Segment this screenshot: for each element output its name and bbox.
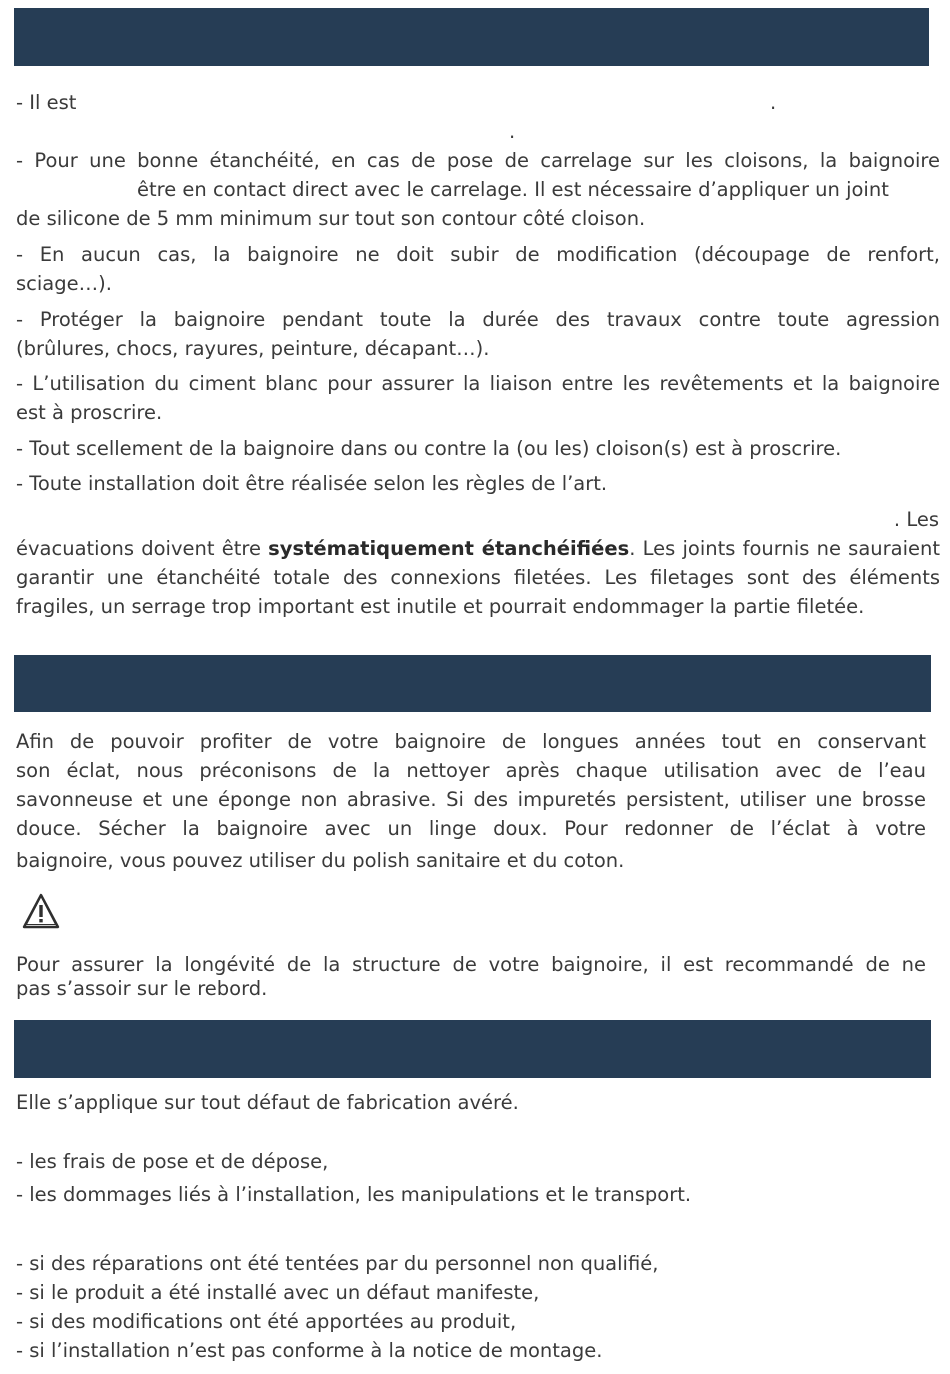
- warranty-intro: Elle s’applique sur tout défaut de fabrication avéré.: [16, 1091, 519, 1114]
- section-header-bar-1: [14, 8, 929, 66]
- paragraph-1-dot: .: [770, 91, 777, 114]
- void-item-1: - si des réparations ont été tentées par du personnel non qualifié,: [16, 1252, 659, 1275]
- paragraph-2-line-1: - Pour une bonne étanchéité, en cas de pose de carrelage sur les cloisons, la baignoire: [16, 149, 940, 172]
- paragraph-8-line-3: garantir une étanchéité totale des connexions filetées. Les filetages sont des éléments: [16, 566, 940, 589]
- void-item-3: - si des modifications ont été apportées au produit,: [16, 1310, 517, 1333]
- paragraph-1-prefix: - Il est: [16, 91, 77, 114]
- exclusion-item-2: - les dommages liés à l’installation, les manipulations et le transport.: [16, 1183, 692, 1206]
- paragraph-8-line-1-end: . Les: [893, 508, 939, 531]
- paragraph-5-line-2: est à proscrire.: [16, 401, 163, 424]
- warning-triangle-icon: [22, 893, 60, 929]
- care-line-3: savonneuse et une éponge non abrasive. Si des impuretés persistent, utiliser une brosse: [16, 788, 926, 811]
- paragraph-7: - Toute installation doit être réalisée selon les règles de l’art.: [16, 472, 608, 495]
- paragraph-4-line-2: (brûlures, chocs, rayures, peinture, décapant…).: [16, 337, 490, 360]
- paragraph-8-text-end: . Les joints fournis ne sauraient: [629, 537, 941, 560]
- warning-line-1: Pour assurer la longévité de la structure de votre baignoire, il est recommandé de ne: [16, 953, 926, 976]
- care-line-4: douce. Sécher la baignoire avec un linge doux. Pour redonner de l’éclat à votre: [16, 817, 926, 840]
- void-item-2: - si le produit a été installé avec un défaut manifeste,: [16, 1281, 540, 1304]
- paragraph-8-emphasis: systématiquement étanchéifiées: [268, 537, 630, 560]
- paragraph-3-line-2: sciage…).: [16, 272, 112, 295]
- paragraph-6: - Tout scellement de la baignoire dans ou contre la (ou les) cloison(s) est à proscrire.: [16, 437, 842, 460]
- paragraph-8-line-4: fragiles, un serrage trop important est inutile et pourrait endommager la partie filetée.: [16, 595, 865, 618]
- paragraph-1-dot-2: .: [509, 120, 516, 143]
- paragraph-8-line-2: [16, 534, 940, 563]
- paragraph-5-line-1: - L’utilisation du ciment blanc pour assurer la liaison entre les revêtements et la baignoire: [16, 372, 940, 395]
- void-item-4: - si l’installation n’est pas conforme à la notice de montage.: [16, 1339, 603, 1362]
- care-line-1: Afin de pouvoir profiter de votre baignoire de longues années tout en conservant: [16, 730, 926, 753]
- section-header-bar-3: [14, 1020, 931, 1078]
- paragraph-2-line-2: être en contact direct avec le carrelage. Il est nécessaire d’appliquer un joint: [137, 178, 889, 201]
- warning-line-2: pas s’assoir sur le rebord.: [16, 977, 268, 1000]
- care-line-5: baignoire, vous pouvez utiliser du polish sanitaire et du coton.: [16, 849, 625, 872]
- exclusion-item-1: - les frais de pose et de dépose,: [16, 1150, 329, 1173]
- paragraph-2-line-3: de silicone de 5 mm minimum sur tout son contour côté cloison.: [16, 207, 646, 230]
- paragraph-8-text: évacuations doivent être: [16, 537, 261, 560]
- section-header-bar-2: [14, 655, 931, 712]
- paragraph-3-line-1: - En aucun cas, la baignoire ne doit subir de modification (découpage de renfort,: [16, 243, 940, 266]
- paragraph-4-line-1: - Protéger la baignoire pendant toute la durée des travaux contre toute agression: [16, 308, 940, 331]
- care-line-2: son éclat, nous préconisons de la nettoyer après chaque utilisation avec de l’eau: [16, 759, 926, 782]
